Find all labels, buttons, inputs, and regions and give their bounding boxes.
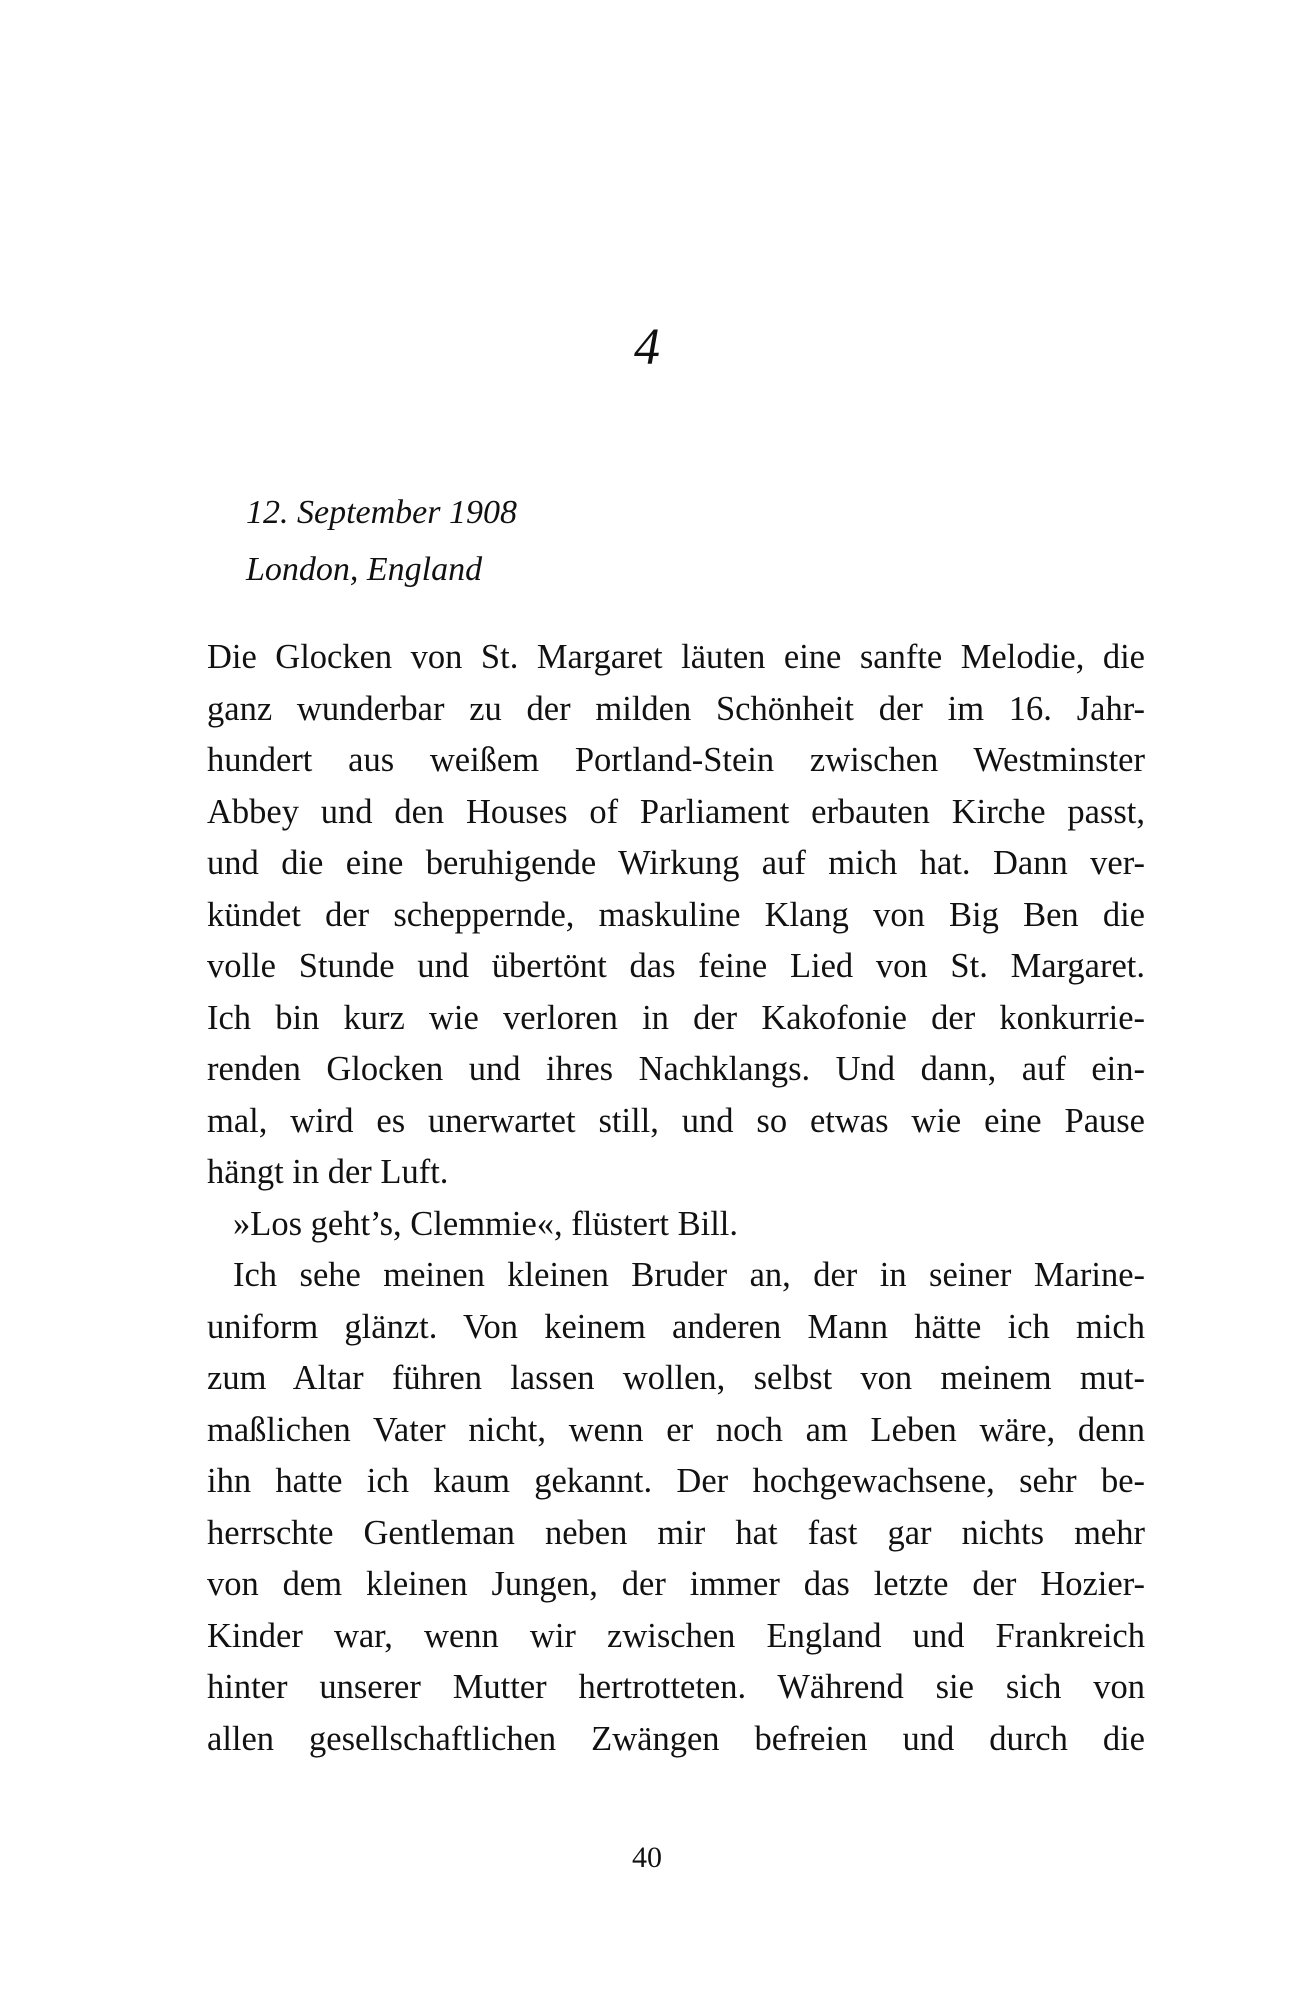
text-line: herrschte Gentleman neben mir hat fast gar nichts mehr — [207, 1513, 1145, 1552]
text-line: zum Altar führen lassen wollen, selbst von meinem mut- — [207, 1359, 1145, 1397]
text-line: Abbey und den Houses of Parliament erbauten Kirche passt, — [207, 792, 1145, 831]
text-line: Die Glocken von St. Margaret läuten eine sanfte Melodie, die — [207, 638, 1145, 676]
text-line: allen gesellschaftlichen Zwängen befreien und durch die — [207, 1719, 1145, 1758]
page-number: 40 — [632, 1841, 662, 1874]
text-line: »Los geht’s, Clemmie«, flüstert Bill. — [233, 1204, 739, 1243]
text-line: hängt in der Luft. — [207, 1153, 449, 1191]
text-line: Ich sehe meinen kleinen Bruder an, der in seiner Marine- — [233, 1256, 1145, 1294]
body-text — [207, 632, 1145, 1765]
text-line: hinter unserer Mutter hertrotteten. Während sie sich von — [207, 1668, 1145, 1706]
text-line: volle Stunde und übertönt das feine Lied von St. Margaret. — [207, 947, 1145, 985]
text-line: ganz wunderbar zu der milden Schönheit der im 16. Jahr- — [207, 689, 1145, 728]
text-line: uniform glänzt. Von keinem anderen Mann hätte ich mich — [207, 1307, 1145, 1346]
text-line: hundert aus weißem Portland-Stein zwischen Westminster — [207, 741, 1145, 779]
text-line: kündet der scheppernde, maskuline Klang von Big Ben die — [207, 895, 1145, 934]
text-line: von dem kleinen Jungen, der immer das letzte der Hozier- — [207, 1565, 1145, 1603]
dateline-date: 12. September 1908 — [246, 494, 518, 531]
chapter-number: 4 — [634, 319, 660, 376]
dateline-place: London, England — [246, 551, 483, 588]
chapter-dateline — [246, 484, 517, 598]
text-line: maßlichen Vater nicht, wenn er noch am Leben wäre, denn — [207, 1410, 1145, 1449]
text-line: Kinder war, wenn wir zwischen England und Frankreich — [207, 1616, 1145, 1655]
text-line: renden Glocken und ihres Nachklangs. Und dann, auf ein- — [207, 1050, 1145, 1088]
text-line: und die eine beruhigende Wirkung auf mich hat. Dann ver- — [207, 844, 1145, 882]
text-line: Ich bin kurz wie verloren in der Kakofonie der konkurrie- — [207, 998, 1145, 1037]
text-line: mal, wird es unerwartet still, und so etwas wie eine Pause — [207, 1101, 1145, 1140]
text-line: ihn hatte ich kaum gekannt. Der hochgewachsene, sehr be- — [207, 1462, 1145, 1500]
